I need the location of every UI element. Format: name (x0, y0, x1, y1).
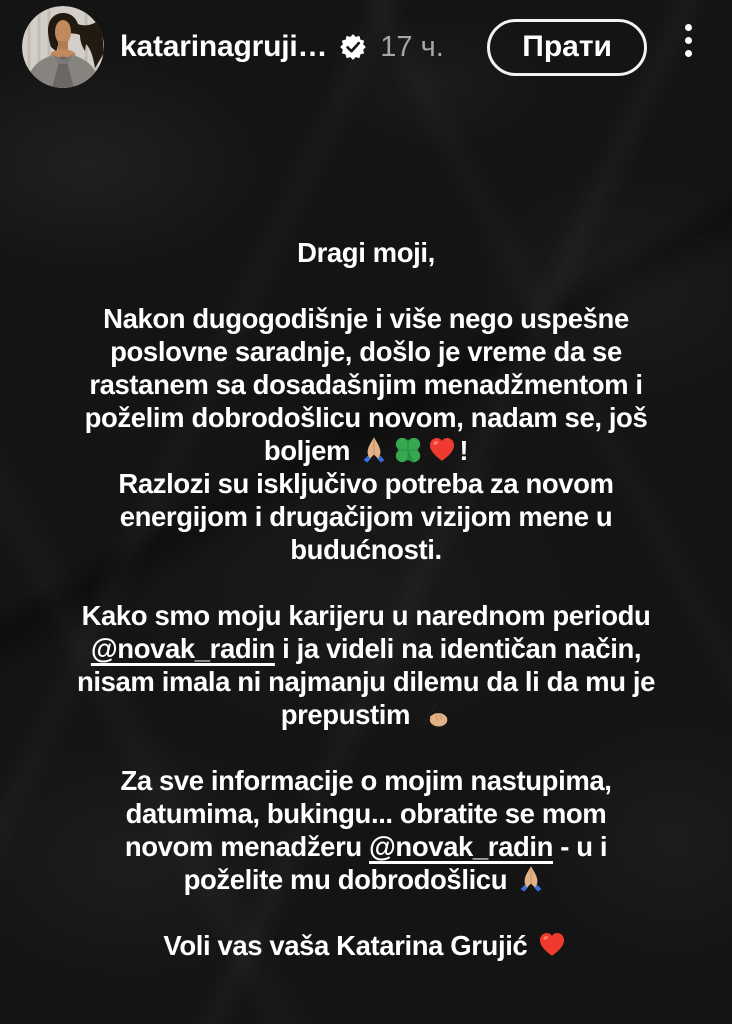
more-options-icon[interactable] (683, 20, 694, 61)
story-line: rastanem sa dosadašnjim menadžmentom i (89, 369, 643, 400)
story-line: nisam imala ni najmanju dilemu da li da mu je (77, 666, 655, 697)
follow-button[interactable]: Прати (487, 19, 647, 76)
story-paragraph (36, 764, 696, 896)
story-line: Razlozi su isključivo potreba za novom (118, 468, 614, 499)
story-line: prepustim (36, 698, 696, 731)
story-line: Nakon dugogodišnje i više nego uspešne (103, 303, 629, 334)
four-leaf-clover-emoji (393, 435, 423, 465)
avatar-image (22, 6, 104, 88)
dot (685, 50, 692, 57)
story-line: poslovne saradnje, došlo je vreme da se (110, 336, 622, 367)
folded-hands-emoji (516, 864, 546, 894)
story-text (36, 236, 696, 962)
story-paragraph (36, 236, 696, 269)
story-paragraph (36, 929, 696, 962)
story-line: datumima, bukingu... obratite se mom (125, 798, 607, 829)
story-header (0, 0, 732, 88)
story-line: energijom i drugačijom vizijom mene u (119, 501, 613, 532)
mention-link[interactable]: @novak_radin (369, 831, 554, 862)
story-line: Dragi moji, (297, 237, 435, 268)
red-heart-emoji (537, 930, 567, 960)
verified-badge-icon (339, 33, 367, 61)
red-heart-emoji (427, 435, 457, 465)
avatar[interactable] (22, 6, 104, 88)
story-line: poželite mu dobrodošlicu (36, 863, 696, 896)
story-line: Voli vas vaša Katarina Grujić (36, 929, 696, 962)
story-line: Za sve informacije o mojim nastupima, (120, 765, 612, 796)
dot (685, 24, 692, 31)
dot (685, 37, 692, 44)
story-timestamp: 17 ч. (380, 30, 444, 63)
story-line: poželim dobrodošlicu novom, nadam se, još (84, 402, 648, 433)
story-line: Kako smo moju karijeru u narednom periodu (81, 600, 651, 631)
writing-hand-emoji (419, 699, 449, 729)
folded-hands-emoji (359, 435, 389, 465)
story-line: budućnosti. (290, 534, 442, 565)
story-line: novom menadžeru @novak_radin - u i (124, 831, 608, 862)
story-paragraph (36, 599, 696, 731)
username[interactable]: katarinagruji… (120, 30, 328, 63)
story-line: boljem ! (263, 435, 469, 466)
mention-link[interactable]: @novak_radin (90, 633, 275, 664)
story-line: @novak_radin i ja videli na identičan način, (90, 633, 642, 664)
story-paragraph (36, 302, 696, 566)
